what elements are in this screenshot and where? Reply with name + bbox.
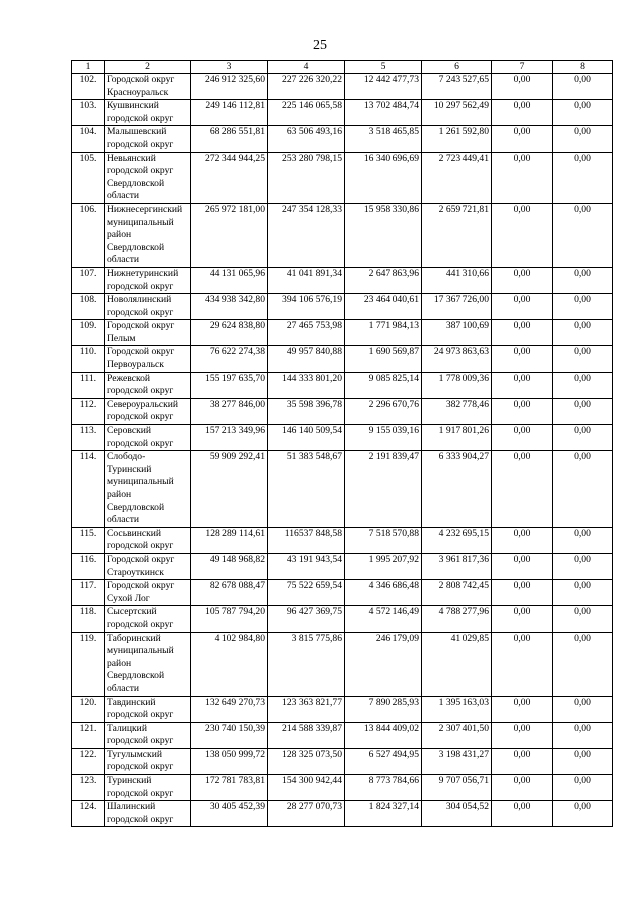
amount-col-4: 253 280 798,15 — [268, 152, 345, 203]
municipality-name: Кушвинский городской округ — [105, 100, 191, 126]
amount-col-7: 0,00 — [492, 203, 553, 267]
amount-col-7: 0,00 — [492, 580, 553, 606]
amount-col-5: 6 527 494,95 — [345, 748, 422, 774]
amount-col-4: 27 465 753,98 — [268, 320, 345, 346]
amount-col-4: 123 363 821,77 — [268, 696, 345, 722]
amount-col-7: 0,00 — [492, 152, 553, 203]
municipality-name: Городской округ Первоуральск — [105, 346, 191, 372]
table-row — [72, 606, 613, 632]
amount-col-6: 2 723 449,41 — [422, 152, 492, 203]
row-number: 105. — [72, 152, 105, 203]
table-row — [72, 553, 613, 579]
amount-col-8: 0,00 — [553, 553, 613, 579]
amount-col-4: 214 588 339,87 — [268, 722, 345, 748]
amount-col-6: 9 707 056,71 — [422, 775, 492, 801]
municipality-name: Туринский городской округ — [105, 775, 191, 801]
municipality-name: Слободо-Туринский муниципальный район Свердловской области — [105, 451, 191, 528]
amount-col-5: 9 085 825,14 — [345, 372, 422, 398]
amount-col-8: 0,00 — [553, 398, 613, 424]
amount-col-4: 225 146 065,58 — [268, 100, 345, 126]
column-header: 6 — [422, 61, 492, 74]
amount-col-8: 0,00 — [553, 632, 613, 696]
table-row — [72, 398, 613, 424]
amount-col-6: 2 659 721,81 — [422, 203, 492, 267]
column-header: 1 — [72, 61, 105, 74]
amount-col-7: 0,00 — [492, 294, 553, 320]
amount-col-6: 41 029,85 — [422, 632, 492, 696]
column-header: 8 — [553, 61, 613, 74]
amount-col-5: 3 518 465,85 — [345, 126, 422, 152]
amount-col-5: 15 958 330,86 — [345, 203, 422, 267]
amount-col-7: 0,00 — [492, 398, 553, 424]
amount-col-5: 1 824 327,14 — [345, 801, 422, 827]
amount-col-5: 16 340 696,69 — [345, 152, 422, 203]
amount-col-6: 1 395 163,03 — [422, 696, 492, 722]
amount-col-6: 17 367 726,00 — [422, 294, 492, 320]
row-number: 121. — [72, 722, 105, 748]
table-row — [72, 294, 613, 320]
amount-col-7: 0,00 — [492, 451, 553, 528]
amount-col-7: 0,00 — [492, 74, 553, 100]
column-header: 7 — [492, 61, 553, 74]
amount-col-6: 6 333 904,27 — [422, 451, 492, 528]
amount-col-6: 441 310,66 — [422, 267, 492, 293]
amount-col-4: 3 815 775,86 — [268, 632, 345, 696]
amount-col-6: 4 788 277,96 — [422, 606, 492, 632]
amount-col-4: 128 325 073,50 — [268, 748, 345, 774]
table-row — [72, 100, 613, 126]
municipality-name: Городской округ Староуткинск — [105, 553, 191, 579]
amount-col-7: 0,00 — [492, 126, 553, 152]
municipality-name: Режевской городской округ — [105, 372, 191, 398]
amount-col-4: 247 354 128,33 — [268, 203, 345, 267]
row-number: 110. — [72, 346, 105, 372]
row-number: 102. — [72, 74, 105, 100]
table-row — [72, 267, 613, 293]
municipality-name: Сосьвинский городской округ — [105, 527, 191, 553]
amount-col-6: 2 808 742,45 — [422, 580, 492, 606]
amount-col-3: 249 146 112,81 — [191, 100, 268, 126]
amount-col-3: 128 289 114,61 — [191, 527, 268, 553]
municipality-name: Шалинский городской округ — [105, 801, 191, 827]
amount-col-8: 0,00 — [553, 100, 613, 126]
municipality-name: Нижнесергинский муниципальный район Свердловской области — [105, 203, 191, 267]
row-number: 113. — [72, 425, 105, 451]
amount-col-8: 0,00 — [553, 294, 613, 320]
row-number: 107. — [72, 267, 105, 293]
amount-col-5: 2 191 839,47 — [345, 451, 422, 528]
amount-col-4: 154 300 942,44 — [268, 775, 345, 801]
table-row — [72, 74, 613, 100]
amount-col-3: 68 286 551,81 — [191, 126, 268, 152]
amount-col-7: 0,00 — [492, 267, 553, 293]
table-row — [72, 425, 613, 451]
budget-table — [71, 60, 613, 827]
municipality-name: Невьянский городской округ Свердловской области — [105, 152, 191, 203]
amount-col-3: 44 131 065,96 — [191, 267, 268, 293]
amount-col-4: 96 427 369,75 — [268, 606, 345, 632]
amount-col-6: 4 232 695,15 — [422, 527, 492, 553]
row-number: 111. — [72, 372, 105, 398]
amount-col-3: 172 781 783,81 — [191, 775, 268, 801]
amount-col-5: 13 844 409,02 — [345, 722, 422, 748]
table-row — [72, 775, 613, 801]
amount-col-5: 7 890 285,93 — [345, 696, 422, 722]
amount-col-8: 0,00 — [553, 696, 613, 722]
amount-col-3: 49 148 968,82 — [191, 553, 268, 579]
amount-col-3: 132 649 270,73 — [191, 696, 268, 722]
municipality-name: Малышевский городской округ — [105, 126, 191, 152]
amount-col-7: 0,00 — [492, 372, 553, 398]
amount-col-5: 2 296 670,76 — [345, 398, 422, 424]
amount-col-8: 0,00 — [553, 425, 613, 451]
amount-col-8: 0,00 — [553, 372, 613, 398]
page-number: 25 — [313, 38, 327, 53]
amount-col-4: 41 041 891,34 — [268, 267, 345, 293]
amount-col-4: 63 506 493,16 — [268, 126, 345, 152]
table-row — [72, 346, 613, 372]
amount-col-8: 0,00 — [553, 606, 613, 632]
municipality-name: Новолялинский городской округ — [105, 294, 191, 320]
amount-col-7: 0,00 — [492, 775, 553, 801]
row-number: 124. — [72, 801, 105, 827]
table-row — [72, 451, 613, 528]
amount-col-5: 12 442 477,73 — [345, 74, 422, 100]
row-number: 116. — [72, 553, 105, 579]
amount-col-5: 246 179,09 — [345, 632, 422, 696]
row-number: 118. — [72, 606, 105, 632]
table-row — [72, 126, 613, 152]
amount-col-4: 49 957 840,88 — [268, 346, 345, 372]
amount-col-7: 0,00 — [492, 748, 553, 774]
table-row — [72, 801, 613, 827]
amount-col-7: 0,00 — [492, 425, 553, 451]
amount-col-3: 155 197 635,70 — [191, 372, 268, 398]
amount-col-6: 3 961 817,36 — [422, 553, 492, 579]
amount-col-8: 0,00 — [553, 126, 613, 152]
amount-col-5: 23 464 040,61 — [345, 294, 422, 320]
amount-col-6: 2 307 401,50 — [422, 722, 492, 748]
amount-col-6: 7 243 527,65 — [422, 74, 492, 100]
amount-col-8: 0,00 — [553, 152, 613, 203]
amount-col-3: 265 972 181,00 — [191, 203, 268, 267]
column-header: 4 — [268, 61, 345, 74]
amount-col-6: 10 297 562,49 — [422, 100, 492, 126]
amount-col-4: 28 277 070,73 — [268, 801, 345, 827]
amount-col-8: 0,00 — [553, 451, 613, 528]
amount-col-3: 59 909 292,41 — [191, 451, 268, 528]
amount-col-7: 0,00 — [492, 100, 553, 126]
amount-col-8: 0,00 — [553, 203, 613, 267]
table-row — [72, 152, 613, 203]
amount-col-7: 0,00 — [492, 553, 553, 579]
row-number: 123. — [72, 775, 105, 801]
table-row — [72, 632, 613, 696]
row-number: 106. — [72, 203, 105, 267]
municipality-name: Нижнетуринский городской округ — [105, 267, 191, 293]
amount-col-7: 0,00 — [492, 696, 553, 722]
municipality-name: Тавдинский городской округ — [105, 696, 191, 722]
amount-col-8: 0,00 — [553, 775, 613, 801]
municipality-name: Городской округ Красноуральск — [105, 74, 191, 100]
amount-col-4: 51 383 548,67 — [268, 451, 345, 528]
header-row — [72, 61, 613, 74]
amount-col-4: 35 598 396,78 — [268, 398, 345, 424]
amount-col-6: 3 198 431,27 — [422, 748, 492, 774]
amount-col-8: 0,00 — [553, 801, 613, 827]
amount-col-8: 0,00 — [553, 722, 613, 748]
column-header: 2 — [105, 61, 191, 74]
row-number: 120. — [72, 696, 105, 722]
row-number: 114. — [72, 451, 105, 528]
amount-col-5: 4 572 146,49 — [345, 606, 422, 632]
table-row — [72, 203, 613, 267]
row-number: 109. — [72, 320, 105, 346]
table-row — [72, 748, 613, 774]
amount-col-4: 394 106 576,19 — [268, 294, 345, 320]
amount-col-8: 0,00 — [553, 580, 613, 606]
amount-col-3: 82 678 088,47 — [191, 580, 268, 606]
amount-col-4: 144 333 801,20 — [268, 372, 345, 398]
amount-col-5: 8 773 784,66 — [345, 775, 422, 801]
amount-col-4: 116537 848,58 — [268, 527, 345, 553]
amount-col-3: 230 740 150,39 — [191, 722, 268, 748]
table-row — [72, 527, 613, 553]
amount-col-3: 38 277 846,00 — [191, 398, 268, 424]
amount-col-3: 29 624 838,80 — [191, 320, 268, 346]
amount-col-3: 434 938 342,80 — [191, 294, 268, 320]
amount-col-7: 0,00 — [492, 320, 553, 346]
amount-col-8: 0,00 — [553, 346, 613, 372]
amount-col-6: 387 100,69 — [422, 320, 492, 346]
amount-col-8: 0,00 — [553, 267, 613, 293]
amount-col-8: 0,00 — [553, 320, 613, 346]
amount-col-5: 1 995 207,92 — [345, 553, 422, 579]
amount-col-3: 138 050 999,72 — [191, 748, 268, 774]
amount-col-8: 0,00 — [553, 74, 613, 100]
table-row — [72, 320, 613, 346]
amount-col-6: 24 973 863,63 — [422, 346, 492, 372]
amount-col-4: 75 522 659,54 — [268, 580, 345, 606]
municipality-name: Сысертский городской округ — [105, 606, 191, 632]
amount-col-7: 0,00 — [492, 722, 553, 748]
table-row — [72, 372, 613, 398]
column-header: 3 — [191, 61, 268, 74]
amount-col-5: 1 690 569,87 — [345, 346, 422, 372]
amount-col-3: 30 405 452,39 — [191, 801, 268, 827]
municipality-name: Серовский городской округ — [105, 425, 191, 451]
amount-col-6: 1 261 592,80 — [422, 126, 492, 152]
amount-col-4: 227 226 320,22 — [268, 74, 345, 100]
amount-col-7: 0,00 — [492, 346, 553, 372]
amount-col-3: 76 622 274,38 — [191, 346, 268, 372]
municipality-name: Городской округ Пелым — [105, 320, 191, 346]
amount-col-7: 0,00 — [492, 801, 553, 827]
amount-col-5: 7 518 570,88 — [345, 527, 422, 553]
amount-col-4: 146 140 509,54 — [268, 425, 345, 451]
amount-col-7: 0,00 — [492, 632, 553, 696]
row-number: 104. — [72, 126, 105, 152]
amount-col-3: 157 213 349,96 — [191, 425, 268, 451]
municipality-name: Таборинский муниципальный район Свердловской области — [105, 632, 191, 696]
municipality-name: Талицкий городской округ — [105, 722, 191, 748]
row-number: 108. — [72, 294, 105, 320]
amount-col-5: 9 155 039,16 — [345, 425, 422, 451]
row-number: 122. — [72, 748, 105, 774]
table-row — [72, 580, 613, 606]
municipality-name: Североуральский городской округ — [105, 398, 191, 424]
column-header: 5 — [345, 61, 422, 74]
amount-col-6: 304 054,52 — [422, 801, 492, 827]
amount-col-3: 105 787 794,20 — [191, 606, 268, 632]
amount-col-6: 1 917 801,26 — [422, 425, 492, 451]
table-row — [72, 722, 613, 748]
municipality-name: Тугулымский городской округ — [105, 748, 191, 774]
amount-col-5: 13 702 484,74 — [345, 100, 422, 126]
amount-col-5: 2 647 863,96 — [345, 267, 422, 293]
amount-col-6: 1 778 009,36 — [422, 372, 492, 398]
amount-col-7: 0,00 — [492, 527, 553, 553]
amount-col-3: 4 102 984,80 — [191, 632, 268, 696]
amount-col-3: 246 912 325,60 — [191, 74, 268, 100]
row-number: 119. — [72, 632, 105, 696]
amount-col-3: 272 344 944,25 — [191, 152, 268, 203]
amount-col-6: 382 778,46 — [422, 398, 492, 424]
amount-col-4: 43 191 943,54 — [268, 553, 345, 579]
amount-col-8: 0,00 — [553, 527, 613, 553]
table-row — [72, 696, 613, 722]
amount-col-5: 4 346 686,48 — [345, 580, 422, 606]
amount-col-7: 0,00 — [492, 606, 553, 632]
municipality-name: Городской округ Сухой Лог — [105, 580, 191, 606]
row-number: 103. — [72, 100, 105, 126]
amount-col-5: 1 771 984,13 — [345, 320, 422, 346]
amount-col-8: 0,00 — [553, 748, 613, 774]
row-number: 115. — [72, 527, 105, 553]
row-number: 112. — [72, 398, 105, 424]
row-number: 117. — [72, 580, 105, 606]
table-body — [72, 74, 613, 827]
